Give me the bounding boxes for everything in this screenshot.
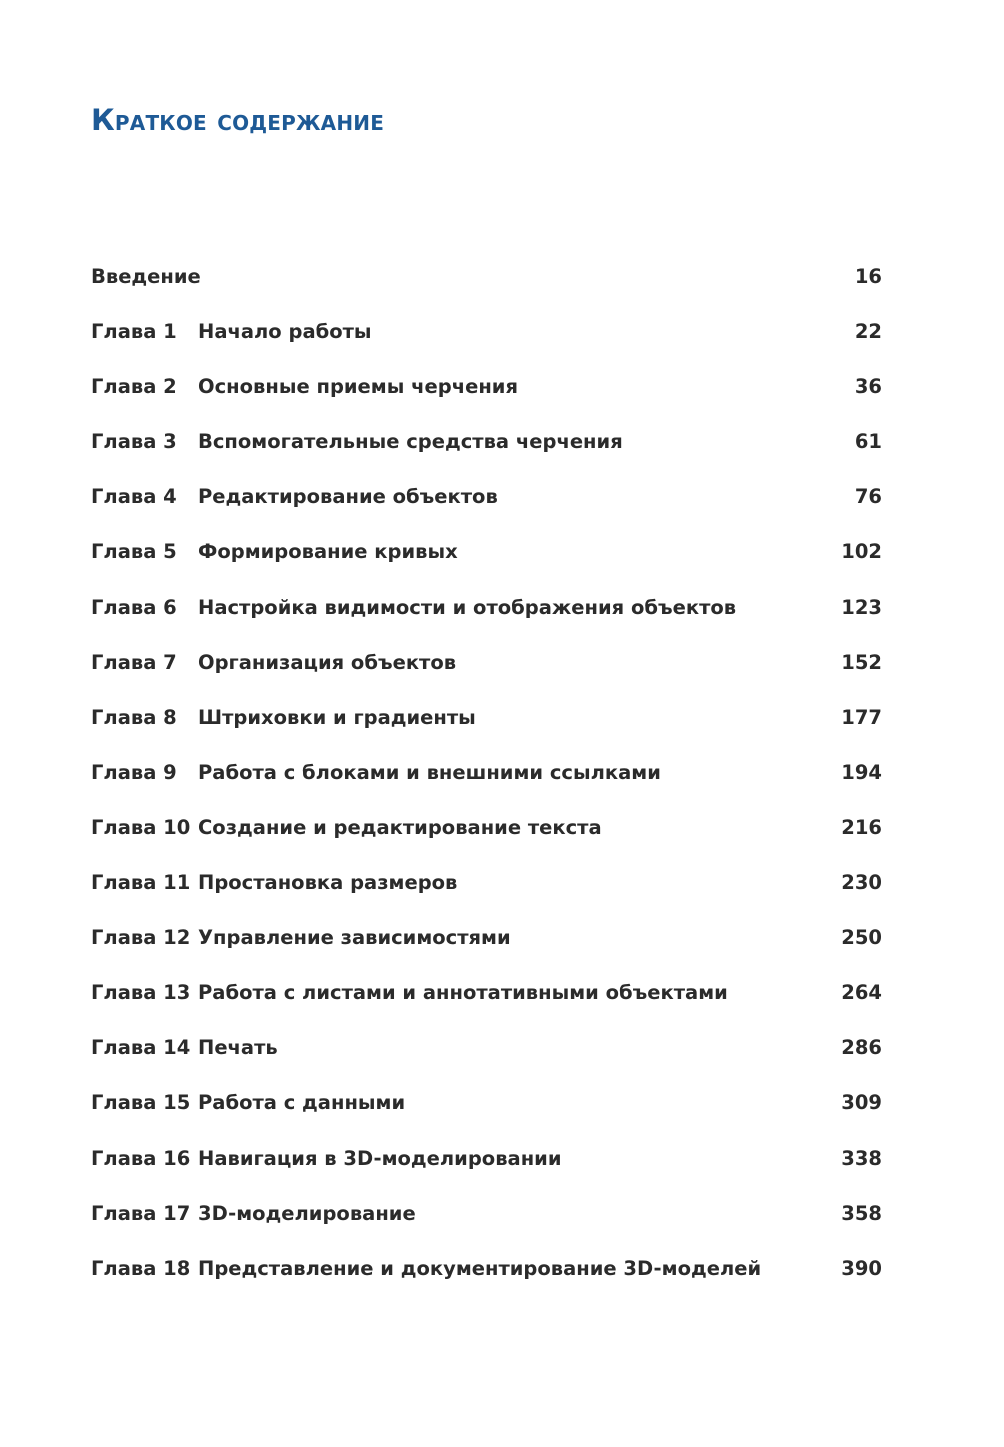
- toc-entry-label: Глава 1: [91, 320, 177, 344]
- toc-entry-label: Глава 4: [91, 485, 177, 509]
- toc-entry-label: Введение: [91, 265, 201, 288]
- toc-entry-label: Глава 3: [91, 430, 177, 454]
- toc-entry-chapter-17[interactable]: [91, 1193, 884, 1248]
- toc-entry-chapter-9[interactable]: [91, 752, 884, 807]
- toc-entry-label: Глава 11: [91, 871, 191, 895]
- toc-entry-title: Простановка размеров: [198, 871, 458, 895]
- toc-entry-page: 76: [854, 485, 882, 509]
- toc-entry-label: Глава 10: [91, 815, 191, 839]
- toc-entry-label: Глава 13: [91, 981, 191, 1005]
- toc-entry-label: Глава 14: [91, 1036, 191, 1060]
- toc-entry-chapter-5[interactable]: [91, 531, 884, 586]
- toc-entry-title: Навигация в 3D-моделировании: [198, 1146, 562, 1170]
- toc-entry-title: Работа с данными: [198, 1091, 406, 1115]
- toc-entry-label: Глава 7: [91, 650, 177, 674]
- toc-entry-page: 286: [841, 1036, 882, 1060]
- toc-entry-page: 177: [841, 705, 882, 729]
- toc-entry-chapter-16[interactable]: [91, 1138, 884, 1193]
- toc-entry-chapter-8[interactable]: [91, 697, 884, 752]
- toc-entry-chapter-7[interactable]: [91, 642, 884, 697]
- toc-entry-title: Создание и редактирование текста: [198, 815, 602, 839]
- toc-entry-chapter-10[interactable]: [91, 807, 884, 862]
- toc-entry-title: Организация объектов: [198, 650, 457, 674]
- toc-entry-page: 230: [841, 871, 882, 895]
- toc-entry-chapter-14[interactable]: [91, 1027, 884, 1082]
- toc-entry-chapter-13[interactable]: [91, 972, 884, 1027]
- toc-entry-chapter-18[interactable]: [91, 1248, 884, 1303]
- toc-entry-chapter-4[interactable]: [91, 476, 884, 531]
- toc-entry-title: Работа с листами и аннотативными объектами: [198, 981, 728, 1005]
- toc-entry-label: Глава 16: [91, 1146, 191, 1170]
- toc-entry-page: 264: [841, 981, 882, 1005]
- toc-entry-label: Глава 15: [91, 1091, 191, 1115]
- toc-entry-title: Штриховки и градиенты: [198, 705, 476, 729]
- toc-entry-title: Управление зависимостями: [198, 926, 511, 950]
- toc-entry-page: 152: [841, 650, 882, 674]
- toc-entry-introduction[interactable]: [91, 256, 884, 311]
- toc-entry-page: 338: [841, 1146, 882, 1170]
- toc-entry-title: Печать: [198, 1036, 278, 1060]
- toc-entry-label: Глава 18: [91, 1256, 191, 1280]
- toc-entry-label: Глава 2: [91, 375, 177, 399]
- toc-entry-chapter-3[interactable]: [91, 421, 884, 476]
- toc-entry-label: Глава 9: [91, 760, 177, 784]
- toc-entry-label: Глава 5: [91, 540, 177, 564]
- toc-entry-label: Глава 6: [91, 595, 177, 619]
- toc-entry-label: Глава 17: [91, 1201, 191, 1225]
- toc-entry-title: Работа с блоками и внешними ссылками: [198, 760, 661, 784]
- page-title: Краткое содержание: [91, 103, 385, 137]
- toc-entry-page: 390: [841, 1256, 882, 1280]
- toc-entry-title: Редактирование объектов: [198, 485, 498, 509]
- toc-entry-chapter-1[interactable]: [91, 311, 884, 366]
- toc-entry-page: 36: [854, 375, 882, 399]
- toc-entry-title: Представление и документирование 3D-моделей: [198, 1256, 762, 1280]
- toc-entry-chapter-15[interactable]: [91, 1082, 884, 1137]
- table-of-contents: [91, 256, 884, 1303]
- toc-entry-page: 194: [841, 760, 882, 784]
- toc-entry-label: Глава 8: [91, 705, 177, 729]
- toc-entry-page: 16: [854, 265, 882, 288]
- toc-entry-page: 22: [854, 320, 882, 344]
- toc-entry-page: 216: [841, 815, 882, 839]
- toc-entry-title: 3D-моделирование: [198, 1201, 416, 1225]
- toc-entry-chapter-6[interactable]: [91, 587, 884, 642]
- toc-entry-chapter-12[interactable]: [91, 917, 884, 972]
- toc-entry-chapter-2[interactable]: [91, 366, 884, 421]
- toc-entry-title: Формирование кривых: [198, 540, 458, 564]
- toc-entry-page: 123: [841, 595, 882, 619]
- toc-entry-page: 309: [841, 1091, 882, 1115]
- toc-entry-label: Глава 12: [91, 926, 191, 950]
- toc-entry-chapter-11[interactable]: [91, 862, 884, 917]
- toc-entry-title: Вспомогательные средства черчения: [198, 430, 623, 454]
- toc-entry-page: 61: [854, 430, 882, 454]
- toc-entry-page: 102: [841, 540, 882, 564]
- toc-entry-page: 250: [841, 926, 882, 950]
- toc-entry-title: Начало работы: [198, 320, 372, 344]
- toc-entry-title: Основные приемы черчения: [198, 375, 518, 399]
- toc-entry-page: 358: [841, 1201, 882, 1225]
- toc-entry-title: Настройка видимости и отображения объектов: [198, 595, 737, 619]
